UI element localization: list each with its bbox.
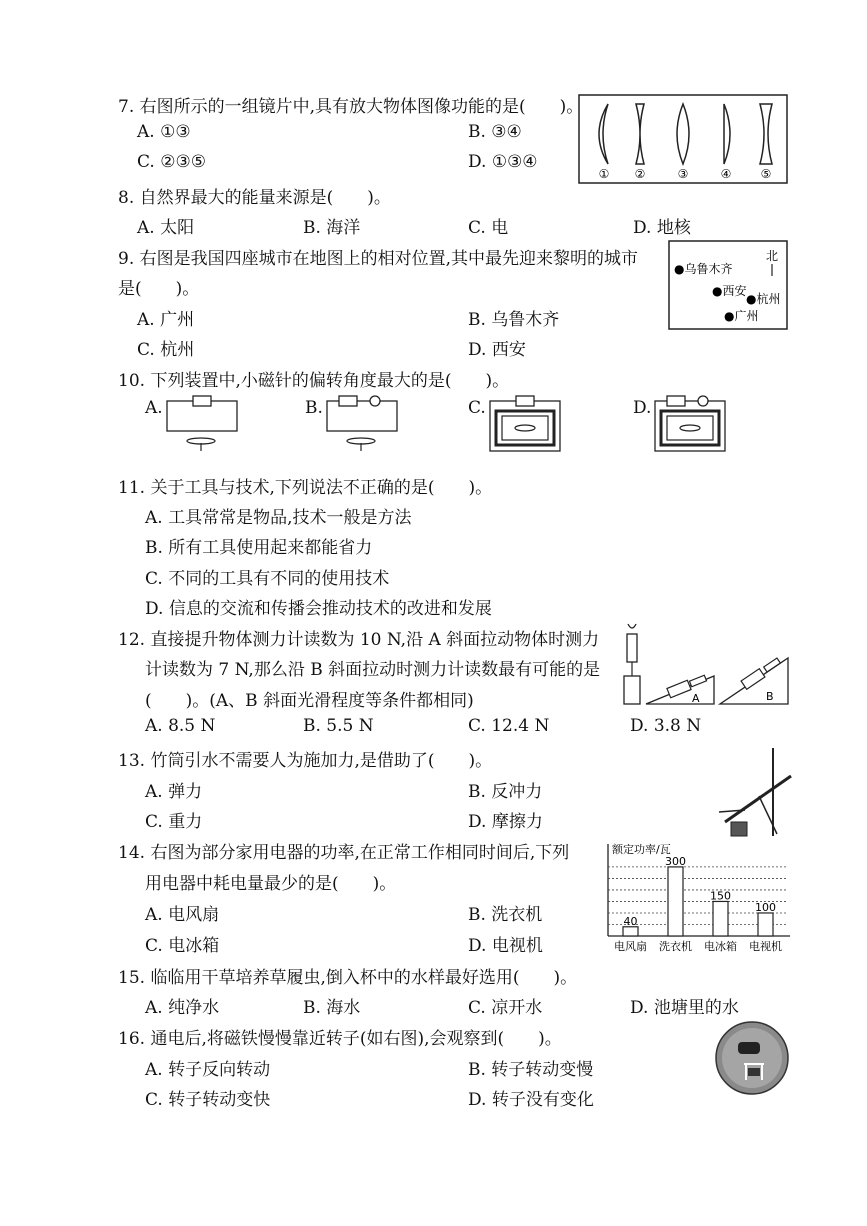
q10-option-b: B. — [305, 398, 323, 418]
city-guangzhou: ●广州 — [724, 309, 759, 323]
q9-option-c: C. 杭州 — [137, 340, 195, 360]
q16-option-d: D. 转子没有变化 — [468, 1090, 594, 1110]
q11-stem: 11. 关于工具与技术,下列说法不正确的是( )。 — [118, 478, 493, 498]
battery-icon — [339, 396, 357, 406]
q14-stem-line1: 14. 右图为部分家用电器的功率,在正常工作相同时间后,下列 — [118, 843, 570, 863]
bar-value-label-2: 150 — [710, 889, 731, 903]
q8-stem: 8. 自然界最大的能量来源是( )。 — [118, 188, 391, 208]
q15-option-b: B. 海水 — [303, 998, 361, 1018]
q9-stem-line1: 9. 右图是我国四座城市在地图上的相对位置,其中最先迎来黎明的城市 — [118, 249, 639, 269]
city-xian: ●西安 — [712, 284, 747, 298]
q15-option-d: D. 池塘里的水 — [630, 998, 739, 1018]
q12-option-c: C. 12.4 N — [468, 716, 550, 736]
power-bar-chart — [602, 838, 794, 954]
q7-option-b: B. ③④ — [468, 122, 522, 142]
q9-option-a: A. 广州 — [137, 310, 195, 330]
q14-option-d: D. 电视机 — [468, 936, 543, 956]
q16-stem: 16. 通电后,将磁铁慢慢靠近转子(如右图),会观察到( )。 — [118, 1029, 562, 1049]
q11-option-b: B. 所有工具使用起来都能省力 — [145, 538, 373, 558]
bar-1 — [668, 867, 683, 936]
lens-5-shape — [760, 104, 772, 164]
bulb-icon — [370, 396, 380, 406]
bamboo-water-figure — [715, 746, 795, 838]
north-label: 北 — [766, 249, 779, 263]
category-label-0: 电风扇 — [614, 940, 647, 953]
incline-figure — [618, 622, 793, 708]
q13-stem: 13. 竹筒引水不需要人为施加力,是借助了( )。 — [118, 751, 493, 771]
q8-option-b: B. 海洋 — [303, 218, 361, 238]
q13-option-b: B. 反冲力 — [468, 782, 543, 802]
category-label-3: 电视机 — [749, 940, 782, 953]
spring-scale-icon — [627, 634, 637, 662]
bulb-icon — [698, 396, 708, 406]
circuit-c-figure — [486, 393, 566, 455]
lens-label-1: ① — [598, 167, 610, 181]
lens-2-shape — [636, 104, 644, 164]
q9-option-d: D. 西安 — [468, 340, 526, 360]
q10-option-d: D. — [633, 398, 652, 418]
q8-option-a: A. 太阳 — [137, 218, 195, 238]
lens-4-shape — [724, 104, 730, 164]
weight-block — [624, 676, 640, 704]
q11-option-d: D. 信息的交流和传播会推动技术的改进和发展 — [145, 599, 492, 619]
city-map-figure — [668, 240, 788, 330]
q12-stem-line2: 计读数为 7 N,那么沿 B 斜面拉动时测力计读数最有可能的是 — [145, 660, 601, 680]
lens-label-3: ③ — [677, 167, 689, 181]
incline-b-label: B — [766, 690, 774, 703]
category-label-1: 洗衣机 — [659, 940, 692, 953]
q14-stem-line2: 用电器中耗电量最少的是( )。 — [145, 874, 397, 894]
q12-option-d: D. 3.8 N — [630, 716, 702, 736]
bar-value-label-0: 40 — [623, 914, 638, 928]
battery-icon — [516, 396, 534, 406]
q11-option-a: A. 工具常常是物品,技术一般是方法 — [145, 508, 412, 528]
bar-value-label-3: 100 — [755, 900, 776, 914]
category-label-2: 电冰箱 — [704, 940, 737, 953]
q13-option-c: C. 重力 — [145, 812, 203, 832]
q12-option-a: A. 8.5 N — [145, 716, 216, 736]
battery-icon — [667, 396, 685, 406]
city-hangzhou: ●杭州 — [746, 292, 781, 306]
q12-stem-line1: 12. 直接提升物体测力计读数为 10 N,沿 A 斜面拉动物体时测力 — [118, 630, 600, 650]
lens-1-shape — [599, 104, 608, 164]
hook-icon — [628, 624, 636, 628]
circuit-a-figure — [163, 393, 243, 455]
lens-3-shape — [677, 104, 689, 164]
lens-figure — [578, 94, 788, 184]
lens-label-5: ⑤ — [760, 167, 772, 181]
rotor-icon — [748, 1068, 760, 1076]
bar-value-label-1: 300 — [665, 854, 686, 868]
circuit-b-figure — [323, 393, 403, 455]
bar-2 — [713, 901, 728, 936]
bar-3 — [758, 913, 773, 936]
q14-option-c: C. 电冰箱 — [145, 936, 220, 956]
chart-ylabel: 额定功率/瓦 — [612, 843, 671, 856]
city-urumqi: ●乌鲁木齐 — [674, 262, 733, 276]
q14-option-a: A. 电风扇 — [145, 905, 220, 925]
q8-option-c: C. 电 — [468, 218, 509, 238]
magnet-icon — [738, 1042, 760, 1054]
bamboo-tube — [725, 776, 791, 822]
q15-stem: 15. 临临用干草培养草履虫,倒入杯中的水样最好选用( )。 — [118, 968, 578, 988]
q7-option-d: D. ①③④ — [468, 152, 538, 172]
compass-needle-icon — [680, 425, 700, 431]
q8-option-d: D. 地核 — [633, 218, 691, 238]
q13-option-d: D. 摩擦力 — [468, 812, 543, 832]
battery-icon — [193, 396, 211, 406]
q14-option-b: B. 洗衣机 — [468, 905, 543, 925]
compass-needle-icon — [515, 425, 535, 431]
q11-option-c: C. 不同的工具有不同的使用技术 — [145, 569, 390, 589]
q12-stem-line3: ( )。(A、B 斜面光滑程度等条件都相同) — [145, 691, 474, 711]
q15-option-a: A. 纯净水 — [145, 998, 220, 1018]
q7-option-c: C. ②③⑤ — [137, 152, 206, 172]
q10-option-a: A. — [145, 398, 163, 418]
q16-option-a: A. 转子反向转动 — [145, 1060, 271, 1080]
bar-0 — [623, 927, 638, 936]
q15-option-c: C. 凉开水 — [468, 998, 543, 1018]
q7-option-a: A. ①③ — [137, 122, 191, 142]
circuit-d-figure — [651, 393, 731, 455]
q7-stem: 7. 右图所示的一组镜片中,具有放大物体图像功能的是( )。 — [118, 97, 584, 117]
q9-option-b: B. 乌鲁木齐 — [468, 310, 560, 330]
lens-label-4: ④ — [720, 167, 732, 181]
q13-option-a: A. 弹力 — [145, 782, 203, 802]
q9-stem-line2: 是( )。 — [118, 279, 200, 299]
q10-option-c: C. — [468, 398, 486, 418]
q10-stem: 10. 下列装置中,小磁针的偏转角度最大的是( )。 — [118, 371, 510, 391]
incline-a-label: A — [692, 692, 700, 705]
lens-label-2: ② — [634, 167, 646, 181]
rotor-photo-figure — [714, 1020, 790, 1096]
q16-option-b: B. 转子转动变慢 — [468, 1060, 594, 1080]
q12-option-b: B. 5.5 N — [303, 716, 374, 736]
q16-option-c: C. 转子转动变快 — [145, 1090, 271, 1110]
